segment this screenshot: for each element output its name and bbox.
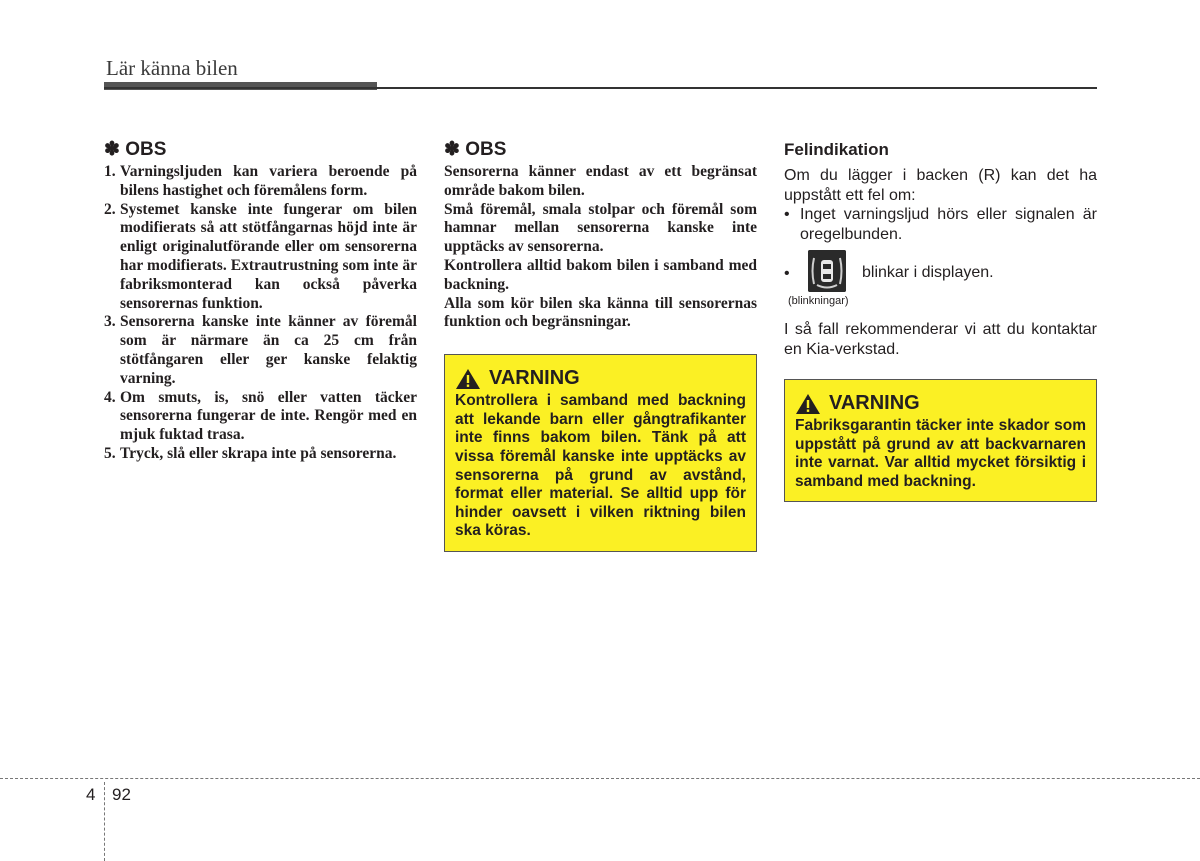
bullet-item bbox=[784, 205, 1097, 244]
warning-heading bbox=[455, 367, 746, 390]
warning-box bbox=[444, 354, 757, 552]
warning-title: VARNING bbox=[829, 392, 920, 414]
item-number: 2. bbox=[104, 200, 116, 218]
item-text: Om smuts, is, snö eller vatten täcker sensorerna fungerar de inte. Rengör med en mjuk fuktad trasa. bbox=[120, 388, 417, 444]
list-item bbox=[104, 389, 417, 445]
obs-paragraph: Sensorerna känner endast av ett begränsat område bakom bilen. bbox=[444, 163, 757, 199]
bullet-dot: • bbox=[784, 265, 790, 282]
icon-description: blinkar i displayen. bbox=[862, 264, 994, 281]
item-text: Tryck, slå eller skrapa inte på sensorerna. bbox=[120, 444, 397, 462]
obs-paragraph: Kontrollera alltid bakom bilen i samband med backning. bbox=[444, 256, 757, 293]
item-text: Systemet kanske inte fungerar om bilen modifierats så att stötfångarnas höjd inte är enligt originalutförande eller om sensorerna har modifierats. Extrautrustning som inte är fabriksmonterad kan också påverka sensorernas funktion. bbox=[120, 200, 417, 312]
item-number: 3. bbox=[104, 313, 116, 331]
item-number: 5. bbox=[104, 444, 116, 462]
footer-divider bbox=[0, 778, 1200, 779]
section-title: Lär känna bilen bbox=[106, 56, 238, 80]
warning-heading bbox=[795, 392, 1086, 415]
felindikation-section bbox=[784, 140, 1097, 502]
bullet-item-icon bbox=[784, 250, 1097, 312]
bullet-text: Inget varningsljud hörs eller signalen är oregelbunden. bbox=[800, 206, 1097, 243]
felindikation-conclusion: I så fall rekommenderar vi att du kontaktar en Kia-verkstad. bbox=[784, 321, 1097, 358]
icon-caption: (blinkningar) bbox=[788, 295, 849, 307]
obs-note-1 bbox=[104, 140, 417, 464]
felindikation-title: Felindikation bbox=[784, 140, 889, 159]
warning-box bbox=[784, 379, 1097, 502]
header-rule-thin bbox=[104, 87, 1097, 89]
item-text: Varningsljuden kan variera beroende på bilens hastighet och föremålens form. bbox=[120, 163, 417, 199]
obs-paragraph: Små föremål, smala stolpar och föremål som hamnar mellan sensorerna kanske inte upptäcks av sensorerna. bbox=[444, 200, 757, 256]
warning-text: Kontrollera i samband med backning att lekande barn eller gångtrafikanter inte finns bakom bilen. Tänk på att vissa föremål kanske inte upptäcks av sensorerna på grund av avstånd, format eller material. Se alltid upp för hinder oavsett i vilken riktning bilen ska köras. bbox=[455, 392, 746, 540]
chapter-number: 4 bbox=[86, 785, 96, 804]
felindikation-intro: Om du lägger i backen (R) kan det ha uppstått ett fel om: bbox=[784, 167, 1097, 204]
obs-paragraph: Alla som kör bilen ska känna till sensorernas funktion och begränsningar. bbox=[444, 294, 757, 331]
parking-sensor-icon bbox=[808, 250, 846, 292]
warning-title: VARNING bbox=[489, 367, 580, 390]
obs-title: ✽ OBS bbox=[444, 139, 507, 160]
footer-vertical-divider bbox=[104, 782, 105, 861]
page-number: 92 bbox=[112, 785, 131, 804]
warning-text: Fabriksgarantin täcker inte skador som uppstått på grund av att backvarnaren inte varnat. Var alltid mycket försiktig i samband med backning. bbox=[795, 417, 1086, 490]
warning-triangle-icon bbox=[795, 393, 821, 415]
item-number: 1. bbox=[104, 163, 116, 180]
obs-title: ✽ OBS bbox=[104, 139, 167, 160]
item-number: 4. bbox=[104, 388, 116, 406]
list-item bbox=[104, 445, 417, 464]
obs-note-2 bbox=[444, 140, 757, 552]
obs-list bbox=[104, 163, 417, 464]
list-item bbox=[104, 313, 417, 388]
list-item bbox=[104, 201, 417, 314]
item-text: Sensorerna kanske inte känner av föremål som är närmare än ca 25 cm från stötfångaren eller ger kanske felaktig varning. bbox=[120, 313, 417, 387]
bullet-dot: • bbox=[784, 206, 790, 223]
list-item bbox=[104, 163, 417, 201]
warning-triangle-icon bbox=[455, 368, 481, 390]
